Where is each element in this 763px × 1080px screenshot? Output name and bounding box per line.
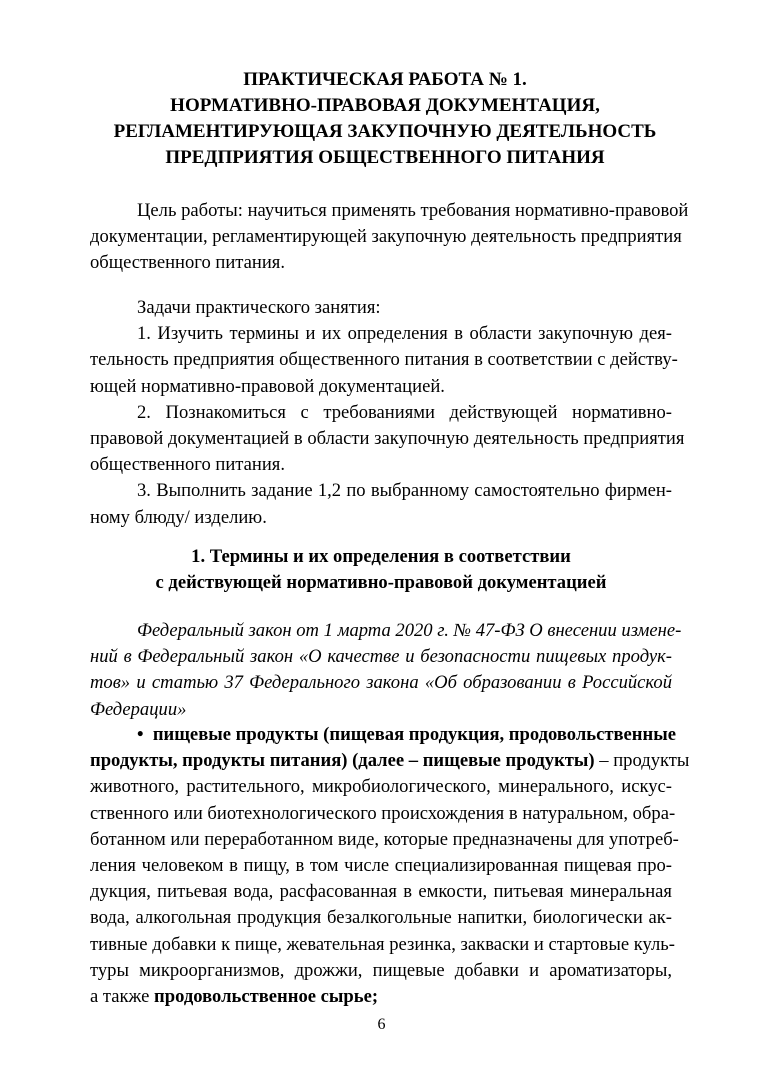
- title-line: НОРМАТИВНО-ПРАВОВАЯ ДОКУМЕНТАЦИЯ,: [170, 95, 600, 116]
- goal-paragraph: [90, 198, 689, 277]
- title-line: ПРАКТИЧЕСКАЯ РАБОТА № 1.: [243, 69, 527, 90]
- text-line: Федеральный закон от 1 марта 2020 г. № 47-ФЗ О внесении измене-: [137, 620, 682, 641]
- tasks-block: [90, 295, 685, 531]
- text-line: 1. Изучить термины и их определения в области закупочную дея-: [137, 323, 672, 345]
- section-heading-line: с действующей нормативно-правовой документацией: [155, 572, 607, 593]
- text-line: документации, регламентирующей закупочную деятельность предприятия: [90, 226, 682, 248]
- text-line: ному блюду/ изделию.: [90, 506, 267, 528]
- definition-term: продукты, продукты питания) (далее – пищевые продукты): [90, 750, 595, 772]
- text-line: тельность предприятия общественного питания в соответствии с действу-: [90, 349, 678, 371]
- section-heading-line: 1. Термины и их определения в соответствии: [191, 546, 571, 567]
- text-line: ющей нормативно-правовой документацией.: [90, 375, 445, 397]
- definition-term: пищевые продукты (пищевая продукция, продовольственные: [152, 724, 676, 745]
- text-line: Цель работы: научиться применять требования нормативно-правовой: [137, 200, 689, 221]
- text-line: ления человеком в пищу, в том числе специализированная пищевая про-: [90, 854, 672, 876]
- text-line: тивные добавки к пище, жевательная резинка, закваски и стартовые куль-: [90, 933, 675, 955]
- definition-text: – продукты: [594, 750, 690, 772]
- page-number: 6: [377, 1016, 386, 1033]
- text-line: общественного питания.: [90, 454, 286, 476]
- text-line: животного, растительного, микробиологического, минерального, искус-: [90, 776, 672, 798]
- definition-text: а также: [90, 985, 155, 1007]
- definition-term-line: [90, 748, 690, 774]
- law-reference: [90, 618, 682, 723]
- text-line: Федерации»: [90, 698, 187, 720]
- text-line: ний в Федеральный закон «О качестве и безопасности пищевых продук-: [90, 646, 672, 668]
- title-line: ПРЕДПРИЯТИЯ ОБЩЕСТВЕННОГО ПИТАНИЯ: [165, 147, 605, 168]
- section-heading: [90, 544, 672, 596]
- text-line: [90, 984, 672, 1010]
- tasks-heading: Задачи практического занятия:: [137, 297, 381, 318]
- text-line: дукция, питьевая вода, расфасованная в емкости, питьевая минеральная: [90, 881, 672, 903]
- title-line: РЕГЛАМЕНТИРУЮЩАЯ ЗАКУПОЧНУЮ ДЕЯТЕЛЬНОСТЬ: [113, 121, 657, 142]
- page-title: [90, 67, 680, 171]
- text-line: 2. Познакомиться с требованиями действующей нормативно-: [137, 401, 672, 423]
- text-line: ственного или биотехнологического происхождения в натуральном, обра-: [90, 802, 676, 824]
- text-line: тов» и статью 37 Федерального закона «Об образовании в Российской: [90, 672, 672, 694]
- definition-term-line: [90, 722, 676, 748]
- text-line: 3. Выполнить задание 1,2 по выбранному самостоятельно фирмен-: [137, 480, 672, 502]
- text-line: ботанном или переработанном виде, которые предназначены для употреб-: [90, 828, 679, 850]
- text-line: общественного питания.: [90, 252, 286, 274]
- text-line: вода, алкогольная продукция безалкогольные напитки, биологически ак-: [90, 907, 672, 929]
- definition-paragraph: [90, 722, 690, 1010]
- text-line: туры микроорганизмов, дрожжи, пищевые добавки и ароматизаторы,: [90, 959, 672, 981]
- bullet-icon: •: [137, 724, 144, 745]
- text-line: правовой документацией в области закупочную деятельность предприятия: [90, 427, 685, 449]
- definition-term: продовольственное сырье;: [154, 985, 379, 1007]
